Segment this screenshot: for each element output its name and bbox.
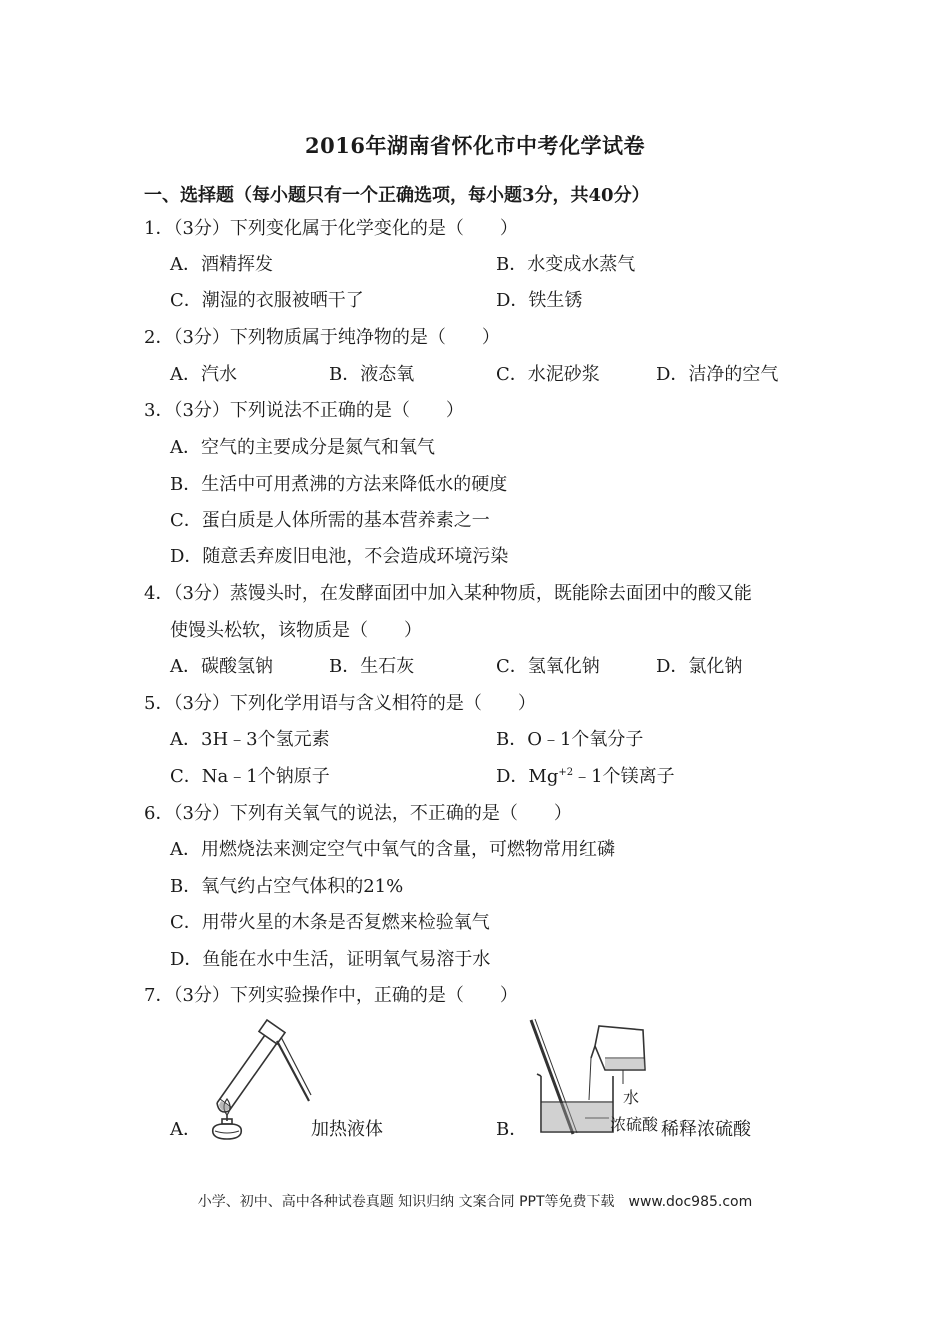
q7-option-b: B． <box>496 1119 528 1140</box>
q3-option-b: B．生活中可用煮沸的方法来降低水的硬度 <box>170 474 508 495</box>
q1-option-a: A．酒精挥发 <box>170 254 273 275</box>
q5-option-d-meaning: ﹣1个镁离子 <box>573 766 675 787</box>
q7-option-b-caption: 稀释浓硫酸 <box>661 1119 751 1140</box>
footer-note: 小学、初中、高中各种试卷真题 知识归纳 文案合同 PPT等免费下载 www.doc985.com <box>197 1194 753 1210</box>
q5-option-d-formula: D．Mg <box>496 766 559 787</box>
question-3-stem: 3．（3分）下列说法不正确的是（ ） <box>144 400 464 421</box>
question-5-stem: 5．（3分）下列化学用语与含义相符的是（ ） <box>144 693 536 714</box>
heating-liquid-figure <box>205 1015 315 1140</box>
q5-option-b: B．O﹣1个氧分子 <box>496 729 644 750</box>
q2-option-b: B．液态氧 <box>329 364 415 385</box>
q6-option-b: B．氧气约占空气体积的21% <box>170 876 404 897</box>
q5-option-d-charge: +2 <box>558 767 574 778</box>
q4-option-a: A．碳酸氢钠 <box>170 656 273 677</box>
question-4-stem-continued: 使馒头松软，该物质是（ ） <box>170 620 422 641</box>
q2-option-a: A．汽水 <box>170 364 237 385</box>
q3-option-d: D．随意丢弃废旧电池，不会造成环境污染 <box>170 546 509 567</box>
question-1-stem: 1．（3分）下列变化属于化学变化的是（ ） <box>144 218 518 239</box>
q7-option-a: A． <box>170 1119 201 1140</box>
q1-option-d: D．铁生锈 <box>496 290 583 311</box>
q5-option-a: A．3H﹣3个氢元素 <box>170 729 330 750</box>
q1-option-b: B．水变成水蒸气 <box>496 254 636 275</box>
question-7-stem: 7．（3分）下列实验操作中，正确的是（ ） <box>144 985 518 1006</box>
page-title: 2016年湖南省怀化市中考化学试卷 <box>305 133 645 158</box>
question-6-stem: 6．（3分）下列有关氧气的说法，不正确的是（ ） <box>144 803 572 824</box>
q6-option-c: C．用带火星的木条是否复燃来检验氧气 <box>170 912 490 933</box>
q4-option-b: B．生石灰 <box>329 656 415 677</box>
q3-option-c: C．蛋白质是人体所需的基本营养素之一 <box>170 510 490 531</box>
q2-option-d: D．洁净的空气 <box>656 364 779 385</box>
q7-option-a-caption: 加热液体 <box>311 1119 383 1140</box>
question-4-stem: 4．（3分）蒸馒头时，在发酵面团中加入某种物质，既能除去面团中的酸又能 <box>144 583 752 604</box>
q6-option-a: A．用燃烧法来测定空气中氧气的含量，可燃物常用红磷 <box>170 839 615 860</box>
q4-option-c: C．氢氧化钠 <box>496 656 600 677</box>
water-label: 水 <box>623 1088 640 1107</box>
q4-option-d: D．氯化钠 <box>656 656 743 677</box>
section-heading: 一、选择题（每小题只有一个正确选项，每小题3分，共40分） <box>144 185 650 206</box>
q6-option-d: D．鱼能在水中生活，证明氧气易溶于水 <box>170 949 491 970</box>
q2-option-c: C．水泥砂浆 <box>496 364 600 385</box>
question-2-stem: 2．（3分）下列物质属于纯净物的是（ ） <box>144 327 500 348</box>
q1-option-c: C．潮湿的衣服被晒干了 <box>170 290 364 311</box>
conc-acid-label: 浓硫酸 <box>610 1115 659 1134</box>
q5-option-c: C．Na﹣1个钠原子 <box>170 766 330 787</box>
q3-option-a: A．空气的主要成分是氮气和氧气 <box>170 437 435 458</box>
q5-option-d <box>496 766 675 791</box>
